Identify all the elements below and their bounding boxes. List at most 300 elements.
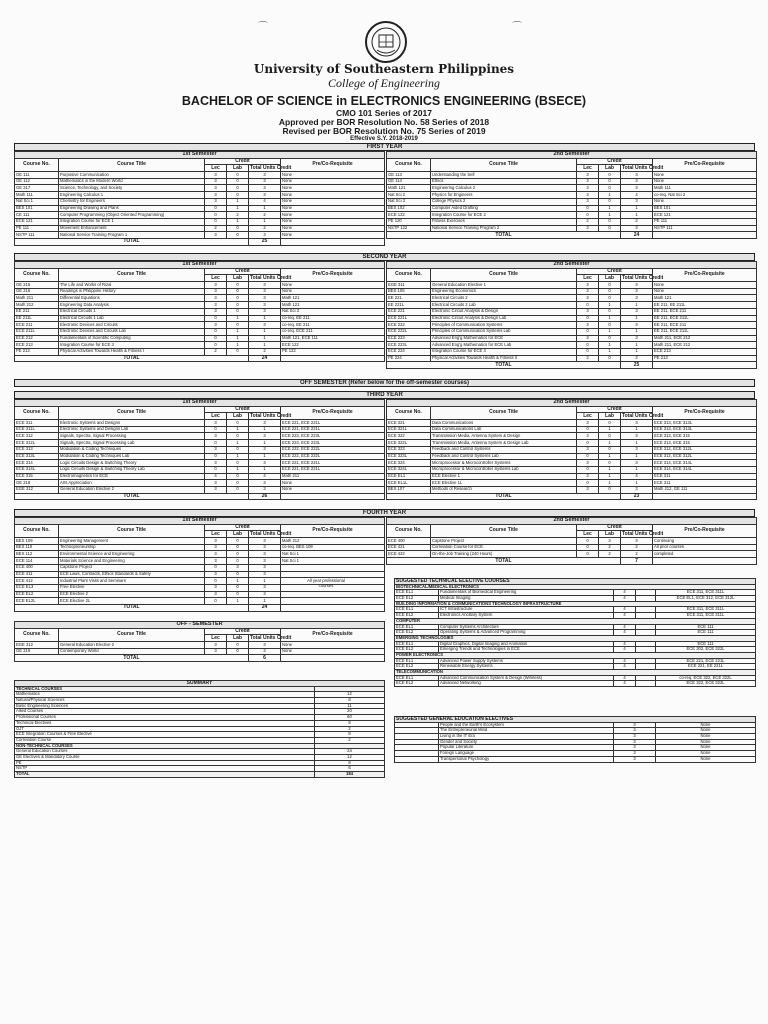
summary-value: 12 [315,692,385,698]
lec-units: 0 [577,466,599,473]
prerequisite: ECE 121 [653,212,757,219]
lec-units: 3 [577,308,599,315]
elective-category: BUILDING INFORMATION & COMMUNICATIONS TECHNOLOGY INFRASTRUCTURE [395,601,756,607]
lec-units: 0 [205,315,227,322]
semester-header: 1st Semester [15,152,385,159]
prerequisite: None [653,198,757,205]
table-row [15,558,385,565]
lec-units: 3 [205,480,227,487]
ge-elective-units: 3 [614,734,656,740]
total-units: 3 [249,648,281,655]
lec-units: 3 [205,538,227,545]
course-title: Principles of Communication Systems Lab [431,328,577,335]
lec-units: 0 [205,598,227,605]
elective-course-no: ECE EL1 [395,641,439,647]
course-title-header: Course Title [431,524,577,537]
prerequisite: PE 111 [653,218,757,225]
lec-units: 3 [205,446,227,453]
course-no: ECE 323 [387,446,431,453]
table-row [387,342,757,349]
lab-units: 0 [599,198,621,205]
course-title: Transmission Media, Antenna System & Design [431,433,577,440]
table-row [15,288,385,295]
lab-units: 0 [599,460,621,467]
lab-units: 0 [599,322,621,329]
prerequisite: None [281,192,385,199]
summary-label: Allied Courses [15,709,315,715]
course-title: Integration Course for ECE 4 [431,348,577,355]
lab-header: Lab [599,275,621,282]
elective-course-no: ECE EL2 [395,681,439,687]
total-units: 3 [249,642,281,649]
table-row [15,486,385,493]
prerequisite: co-req. EE 211 [281,322,385,329]
ge-elective-rows [395,722,756,762]
prerequisite: ECE 313, ECE 313L [653,420,757,427]
total-value: 7 [621,558,653,565]
course-no: ECE 322L [387,440,431,447]
course-no: GE 218 [15,480,59,487]
course-no: ECE 400 [387,538,431,545]
table-row [15,460,385,467]
elective-course-no: ECE EL2 [395,613,439,619]
elective-units: 4 [614,658,636,664]
semester-header: OFF - SEMESTER [15,622,385,629]
table-row [15,642,385,649]
total-units-header: Total Units Credit [250,634,292,641]
total-units: 1 [621,440,653,447]
prerequisite: ECE 221, ECE 221L [281,420,385,427]
total-units: 3 [621,198,653,205]
prerequisite: ECE 222, ECE 222L [281,446,385,453]
table-row [387,308,757,315]
course-no-header: Course No. [15,158,59,171]
course-title: Transmission Media, Antenna System & Design Lab [431,440,577,447]
total-units: 3 [249,308,281,315]
summary-value: 184 [315,772,385,778]
table-row [15,178,385,185]
corner-mark-icon: ⌒ [512,22,522,33]
course-title: College Physics 2 [431,198,577,205]
lec-header: Lec [205,635,227,642]
summary-label: TECHNICAL COURSES [15,686,315,692]
prerequisite: None [281,480,385,487]
prerequisite: Math 212 [281,538,385,545]
prerequisite: ECE 223, ECE 223L [281,433,385,440]
credit-header: Credit [577,524,653,531]
lec-units: 3 [577,172,599,179]
course-title: On-the-Job Training (240 Hours) [431,551,577,558]
table-row [15,282,385,289]
summary-value: 12 [315,754,385,760]
course-no: ECE EL1 [387,473,431,480]
total-units: 1 [621,328,653,335]
ge-electives-title: SUGGESTED GENERAL EDUCATION ELECTIVES [395,717,756,723]
lab-units: 1 [227,466,249,473]
prerequisite: None [281,648,385,655]
total-units: 3 [621,225,653,232]
course-title: ECE Elective 1 [431,473,577,480]
total-units: 3 [249,322,281,329]
table-row [387,218,757,225]
ge-elective-prereq: None [656,739,756,745]
course-title: Purposive Communication [59,172,205,179]
total-units: 1 [621,348,653,355]
course-no: PE 111 [15,225,59,232]
prerequisite: ECE 313, ECE 315 [653,440,757,447]
elective-title: Advanced Power Supply Systems [439,658,614,664]
year-band: FIRST YEAR [14,143,755,151]
semester-header: 1st Semester [15,400,385,407]
course-no-header: Course No. [387,158,431,171]
total-units: 3 [249,544,281,551]
elective-prereq: ECE 311, ECE 311L [656,590,756,596]
prerequisite: Nat Sci 1 [281,558,385,565]
course-title: Methods of Research [431,486,577,493]
course-no: ECE 121 [15,218,59,225]
course-no: ECE 223L [387,342,431,349]
course-title: Ethics [431,178,577,185]
course-title: Microprocessor & Microcontroller Systems Lab [431,466,577,473]
lec-units: 3 [205,288,227,295]
ge-elective-prereq: None [656,756,756,762]
prerequisite: Math 121 [281,295,385,302]
lec-units: 3 [205,584,227,591]
total-units: 3 [249,584,281,591]
course-title: Advanced Eng'g Mathematics for ECE Lab [431,342,577,349]
total-units: 1 [621,453,653,460]
elective-prereq: ECE EL1, ECE 312, ECE 312L [656,596,756,602]
prerequisite: None [281,178,385,185]
elective-units: 4 [614,624,636,630]
course-title: General Education Elective 1 [431,282,577,289]
prerequisite: Math 211, ECE 212 [653,335,757,342]
tech-electives-table [394,578,756,687]
course-no: ECE 422 [387,551,431,558]
lec-units: 0 [205,335,227,342]
total-row [387,493,757,500]
course-no-header: Course No. [15,406,59,419]
lec-units: 3 [577,282,599,289]
semester-header: 2nd Semester [387,400,757,407]
prerequisite: EE 211, ECE 211 [653,322,757,329]
total-units: 1 [621,426,653,433]
lec-units: 0 [205,578,227,585]
lab-units: 1 [599,348,621,355]
total-units: 1 [249,315,281,322]
prerequisite [281,564,385,571]
lec-units: 3 [577,335,599,342]
ge-elective-title: Popular Literature [439,745,614,751]
total-units: 3 [621,420,653,427]
total-units: 2 [621,355,653,362]
elective-title: Digital Graphics, Digital Imaging and Animation [439,641,614,647]
table-row [15,648,385,655]
course-title: Computer Programming (Object Oriented Programming) [59,212,205,219]
total-row [387,558,757,565]
prerequisite: NSTP 111 [653,225,757,232]
summary-value: 8 [315,732,385,738]
total-units: 3 [249,571,281,578]
course-no: ECE 324L [387,466,431,473]
prereq-header: Pre/Co-Requisite [281,628,385,641]
lab-units: 3 [599,538,621,545]
lab-units: 1 [599,315,621,322]
course-no: EE 221 [387,295,431,302]
lec-units: 3 [577,322,599,329]
elective-title: Electronics Ancillary System [439,613,614,619]
course-no: ECE 311 [15,420,59,427]
course-no: Math 211 [15,295,59,302]
total-units: 3 [621,172,653,179]
total-units: 3 [249,460,281,467]
total-units: 3 [249,480,281,487]
course-title: Electronic Devices and Circuits [59,322,205,329]
course-title-header: Course Title [59,268,205,281]
ge-elective-prereq: None [656,745,756,751]
prerequisite: ECE 311 [653,480,757,487]
lec-units: 0 [205,328,227,335]
lec-units: 3 [577,192,599,199]
lec-units: 0 [577,480,599,487]
university-seal-icon [364,20,408,64]
table-row [387,282,757,289]
course-no-header: Course No. [387,524,431,537]
approved-line: Approved per BOR Resolution No. 58 Series of 2018 [278,117,490,127]
total-value: 24 [249,355,281,362]
course-no: ECE 313 [15,446,59,453]
summary-value: 8 [315,720,385,726]
course-title: Computer Aided Drafting [431,205,577,212]
lec-units: 0 [577,302,599,309]
prerequisite: None [281,288,385,295]
lab-units: 0 [227,282,249,289]
total-units: 1 [621,315,653,322]
prerequisite: ECE 311 [653,473,757,480]
total-units: 3 [621,295,653,302]
ge-elective-row [395,756,756,762]
total-value: 25 [249,238,281,245]
total-units-header: Total Units Credit [250,274,292,281]
table-row [15,446,385,453]
total-units: 1 [621,302,653,309]
total-units: 1 [249,440,281,447]
table-row [15,480,385,487]
prerequisite: PE 213 [653,355,757,362]
summary-value: 11 [315,703,385,709]
prerequisite: EE 211, EE 211L [653,302,757,309]
lab-units: 0 [227,473,249,480]
course-no: Nat Sci 3 [387,198,431,205]
course-title: Electronic Devices and Circuits Lab [59,328,205,335]
table-row [387,192,757,199]
course-title: Electronic Systems and Designs Lab [59,426,205,433]
course-title-header: Course Title [431,268,577,281]
table-row [387,551,757,558]
semester-header: 1st Semester [15,518,385,525]
prerequisite: None [281,212,385,219]
lab-units: 1 [599,480,621,487]
lec-units: 3 [205,198,227,205]
total-units: 1 [249,205,281,212]
table-row [387,460,757,467]
lab-units: 1 [227,598,249,605]
table-row [387,185,757,192]
table-row [15,212,385,219]
course-title: Feedback and Control Systems Lab [431,453,577,460]
course-title: Integration Course for ECE 1 [59,218,205,225]
lec-units: 3 [205,591,227,598]
course-no: GE 216 [15,288,59,295]
corner-mark-icon: ⌒ [258,22,268,33]
lab-units: 0 [599,218,621,225]
summary-label: Correlation Course [15,737,315,743]
total-spacer [281,604,385,611]
lec-units: 3 [205,433,227,440]
lab-units: 0 [599,172,621,179]
tech-electives-title: SUGGESTED TECHNICAL ELECTIVE COURSES [395,579,756,585]
total-units: 3 [249,185,281,192]
course-no: ECE EL2L [15,598,59,605]
prereq-header: Pre/Co-Requisite [281,406,385,419]
total-units: 3 [621,178,653,185]
summary-table [14,680,385,778]
course-no: ECE 222L [387,328,431,335]
lec-units: 3 [205,420,227,427]
course-title: Materials Science and Engineering [59,558,205,565]
lab-units: 1 [227,328,249,335]
lec-units: 0 [577,342,599,349]
total-units: 1 [249,328,281,335]
course-title-header: Course Title [59,406,205,419]
elective-title: Fundamentals of Biomedical Engineering [439,590,614,596]
summary-label: NSTP [15,766,315,772]
total-spacer [281,493,385,500]
prerequisite [281,591,385,598]
lec-units: 2 [205,225,227,232]
course-title: ECE Elective 2 [59,591,205,598]
lab-units: 2 [227,212,249,219]
course-title: ECE Elective 2L [59,598,205,605]
table-row [15,308,385,315]
lab-units: 1 [599,453,621,460]
table-row [387,225,757,232]
prerequisite: EE 211, ECE 211L [653,315,757,322]
summary-label: OJT [15,726,315,732]
total-units: 3 [249,295,281,302]
total-units: 3 [249,288,281,295]
course-no: ECE 412 [15,578,59,585]
table-row [387,480,757,487]
lec-units: 3 [577,295,599,302]
course-no: GE 219 [15,648,59,655]
lec-units: 3 [205,571,227,578]
total-label: TOTAL [15,604,249,611]
total-units: 1 [249,598,281,605]
total-units: 3 [621,486,653,493]
lab-units: 1 [599,440,621,447]
lab-units: 1 [599,328,621,335]
course-no: ECE 222 [387,322,431,329]
lab-units: 1 [227,335,249,342]
curriculum-table [386,261,757,369]
ge-elective-prereq: None [656,751,756,757]
course-no: Nat Sci 2 [387,192,431,199]
ge-electives-table [394,716,756,763]
table-row [15,420,385,427]
total-units: 1 [249,466,281,473]
prerequisite: ECE 312, ECE 312L [653,446,757,453]
course-title: Chemistry for Engineers [59,198,205,205]
elective-course-no: ECE EL2 [395,630,439,636]
total-units-header: Total Units Credit [250,412,292,419]
elective-units: 4 [614,607,636,613]
total-row [15,604,385,611]
college-name: College of Engineering [328,76,440,90]
prerequisite: ECE 314, ECE 314L [653,460,757,467]
course-title: Advanced Eng'g Mathematics for ECE [431,335,577,342]
course-title: Engineering Management [59,538,205,545]
lec-units: 3 [205,558,227,565]
elective-units: 4 [614,681,636,687]
table-row [15,295,385,302]
lab-units: 0 [599,295,621,302]
prerequisite: ECE 221, ECE 221L [281,426,385,433]
table-row [387,335,757,342]
table-row [15,302,385,309]
ge-elective-title: Foreign Language [439,751,614,757]
course-title: Microprocessor & Microcontroller Systems [431,460,577,467]
total-units: 3 [249,178,281,185]
lec-units: 3 [577,420,599,427]
elective-prereq: co-req. ECE 322, ECE 322L [656,675,756,681]
lab-units: 0 [227,446,249,453]
course-title: The Life and Works of Rizal [59,282,205,289]
course-title: Arts Appreciation [59,480,205,487]
lec-units: 2 [205,348,227,355]
course-title: Movement Enhancement [59,225,205,232]
prerequisite: None [281,172,385,179]
lab-units: 1 [227,218,249,225]
lec-units: 3 [577,185,599,192]
elective-category: BIOTECHNICAL/MEDICAL ELECTRONICS [395,584,756,590]
course-no: BES 102 [387,205,431,212]
course-no: ECE 212 [15,335,59,342]
table-row [15,598,385,605]
summary-label: Mathematics [15,692,315,698]
lec-units: 3 [205,322,227,329]
prerequisite: BES 101 [653,205,757,212]
prerequisite: None [653,282,757,289]
lab-units: 0 [599,335,621,342]
elective-row [395,681,756,687]
total-label: TOTAL [387,362,621,369]
total-row [15,493,385,500]
prerequisite: None [653,172,757,179]
table-row [387,355,757,362]
course-title: Capstone Project [59,564,205,571]
prerequisite: Math 121, ECE 111 [281,335,385,342]
course-no: ECE 224 [387,348,431,355]
lab-units: 1 [227,198,249,205]
lab-units: 1 [227,342,249,349]
lec-units: 3 [577,198,599,205]
effective-line: Effective S.Y. 2018-2019 [350,136,418,142]
course-no: GE 114 [387,178,431,185]
ge-elective-title: Living in the IT Era [439,734,614,740]
prerequisite: ECE 314, ECE 314L [653,466,757,473]
course-title: Engineering Calculus 1 [59,192,205,199]
